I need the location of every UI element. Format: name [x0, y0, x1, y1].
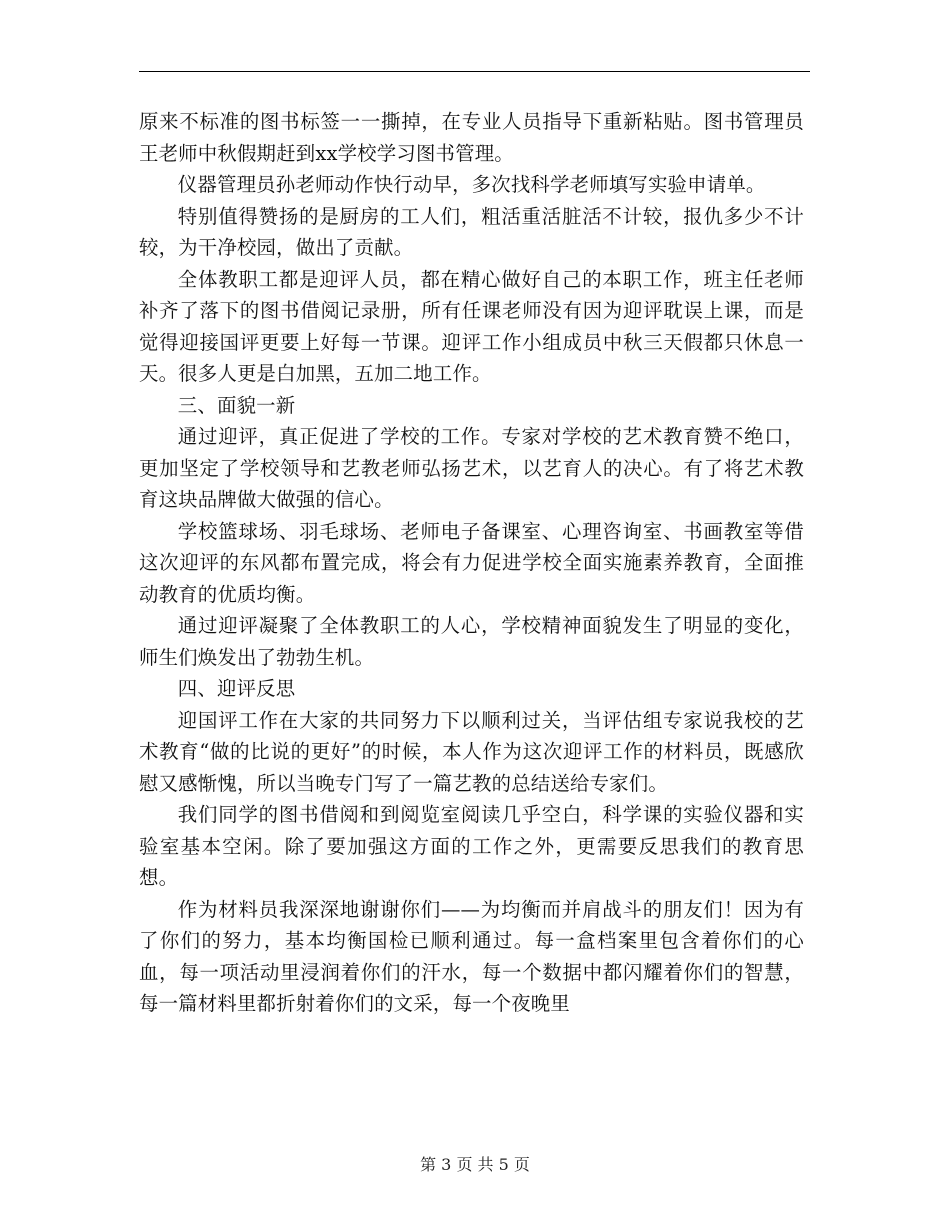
paragraph: 原来不标准的图书标签一一撕掉，在专业人员指导下重新粘贴。图书管理员王老师中秋假期赶到xx学校学习图书管理。 — [139, 110, 804, 165]
section-heading: 三、面貌一新 — [177, 393, 296, 417]
document-body — [139, 106, 804, 1020]
paragraph: 通过迎评凝聚了全体教职工的人心，学校精神面貌发生了明显的变化，师生们焕发出了勃勃生机。 — [139, 614, 804, 669]
paragraph: 迎国评工作在大家的共同努力下以顺利过关，当评估组专家说我校的艺术教育“做的比说的更好”的时候，本人作为这次迎评工作的材料员，既感欣慰又感惭愧，所以当晚专门写了一篇艺教的总结送给专家们。 — [139, 708, 804, 795]
paragraph: 作为材料员我深深地谢谢你们——为均衡而并肩战斗的朋友们！因为有了你们的努力，基本均衡国检已顺利通过。每一盒档案里包含着你们的心血，每一项活动里浸润着你们的汗水，每一个数据中都闪耀着你们的智慧，每一篇材料里都折射着你们的文采，每一个夜晚里 — [139, 897, 804, 1015]
header-rule — [139, 71, 810, 72]
page-number: 第 3 页 共 5 页 — [420, 1155, 530, 1174]
paragraph: 学校篮球场、羽毛球场、老师电子备课室、心理咨询室、书画教室等借这次迎评的东风都布置完成，将会有力促进学校全面实施素养教育，全面推动教育的优质均衡。 — [139, 519, 804, 606]
paragraph: 全体教职工都是迎评人员，都在精心做好自己的本职工作，班主任老师补齐了落下的图书借阅记录册，所有任课老师没有因为迎评耽误上课，而是觉得迎接国评更要上好每一节课。迎评工作小组成员中秋三天假都只休息一天。很多人更是白加黑，五加二地工作。 — [139, 267, 804, 385]
section-heading: 四、迎评反思 — [177, 677, 296, 700]
page-footer — [0, 1153, 950, 1177]
paragraph: 通过迎评，真正促进了学校的工作。专家对学校的艺术教育赞不绝口，更加坚定了学校领导和艺教老师弘扬艺术，以艺育人的决心。有了将艺术教育这块品牌做大做强的信心。 — [139, 425, 804, 511]
paragraph: 仪器管理员孙老师动作快行动早，多次找科学老师填写实验申请单。 — [177, 173, 766, 196]
paragraph: 特别值得赞扬的是厨房的工人们，粗活重活脏活不计较，报仇多少不计较，为干净校园，做出了贡献。 — [139, 204, 804, 259]
paragraph: 我们同学的图书借阅和到阅览室阅读几乎空白，科学课的实验仪器和实验室基本空闲。除了要加强这方面的工作之外，更需要反思我们的教育思想。 — [139, 803, 804, 889]
